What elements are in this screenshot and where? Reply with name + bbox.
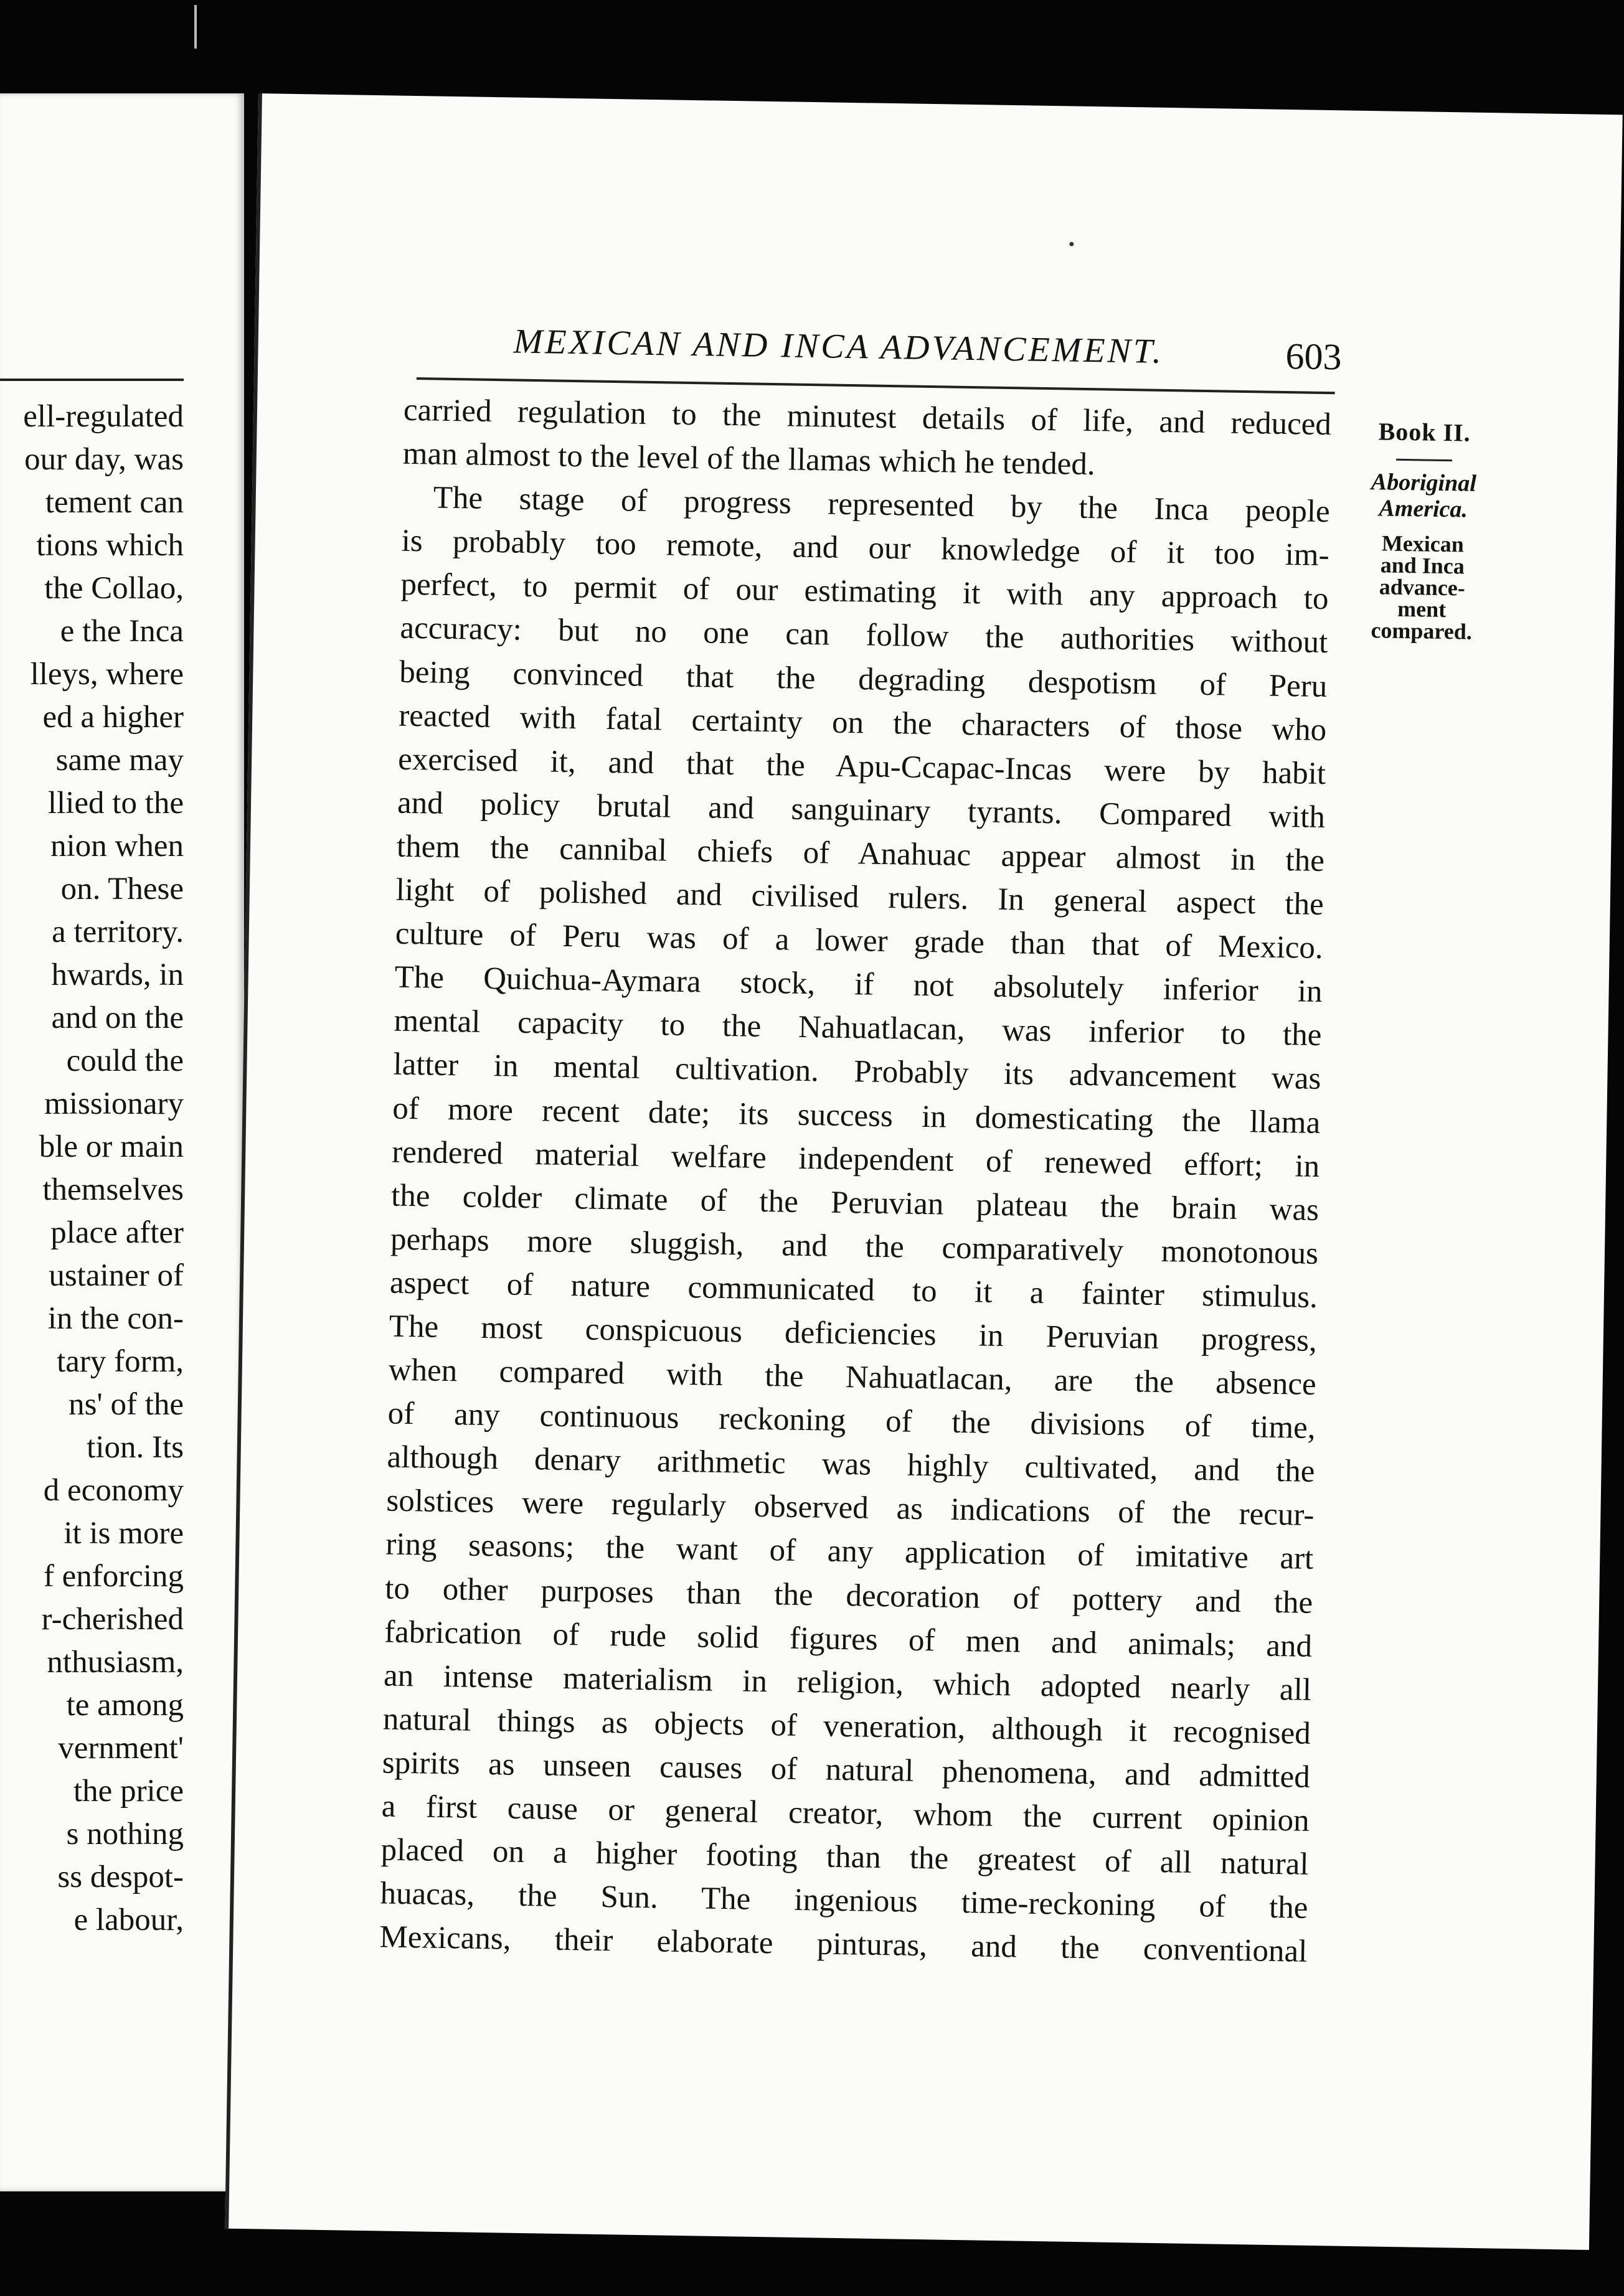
text-line: huacas, the Sun. The ingenious time-reckoning of the bbox=[380, 1876, 1308, 1926]
text-line: The most conspicuous deficiencies in Peruvian progress, bbox=[389, 1309, 1318, 1358]
text-line: placed on a higher footing than the greatest of all natural bbox=[380, 1832, 1309, 1882]
left-text-line: in the con- bbox=[47, 1301, 184, 1336]
text-line: The stage of progress represented by the Inca people bbox=[433, 480, 1331, 530]
text-line: latter in mental cultivation. Probably its advancement was bbox=[393, 1047, 1321, 1097]
text-line: culture of Peru was of a lower grade than that of Mexico. bbox=[395, 916, 1324, 966]
margin-note-section-line: Aboriginal bbox=[1371, 469, 1477, 497]
left-page bbox=[0, 93, 244, 2191]
left-text-line: tement can bbox=[45, 485, 184, 520]
margin-note-section-line: America. bbox=[1379, 495, 1468, 523]
text-line: accuracy: but no one can follow the authorities without bbox=[400, 611, 1328, 661]
text-line: ring seasons; the want of any application of imitative art bbox=[385, 1527, 1314, 1577]
text-line: Mexicans, their elaborate pinturas, and the conventional bbox=[379, 1919, 1308, 1970]
left-text-line: same may bbox=[55, 743, 184, 778]
margin-note-topic-line: advance- bbox=[1379, 574, 1466, 601]
left-text-line: ell-regulated bbox=[23, 399, 184, 434]
left-text-line: ns' of the bbox=[68, 1387, 184, 1422]
text-line: the colder climate of the Peruvian plateau the brain was bbox=[390, 1178, 1320, 1228]
left-header-rule bbox=[0, 379, 184, 381]
margin-note-topic-line: compared. bbox=[1371, 618, 1473, 644]
text-line: carried regulation to the minutest details of life, and reduced bbox=[403, 392, 1332, 443]
left-text-line: tions which bbox=[36, 528, 184, 563]
left-text-line: r-cherished bbox=[41, 1602, 184, 1637]
left-text-line: vernment' bbox=[58, 1731, 184, 1766]
text-line: The Quichua-Aymara stock, if not absolutely inferior in bbox=[394, 959, 1323, 1010]
left-text-line: the price bbox=[73, 1774, 184, 1809]
text-line: fabrication of rude solid figures of men and animals; and bbox=[384, 1614, 1313, 1664]
text-line: and policy brutal and sanguinary tyrants. Compared with bbox=[397, 785, 1326, 835]
left-text-line: s nothing bbox=[66, 1817, 184, 1851]
left-text-line: could the bbox=[66, 1043, 184, 1078]
text-line: when compared with the Nahuatlacan, are the absence bbox=[388, 1352, 1317, 1402]
margin-note-topic-line: ment bbox=[1397, 596, 1447, 623]
margin-note-topic-line: Mexican bbox=[1381, 530, 1465, 557]
text-line: natural things as objects of veneration, although it recognised bbox=[382, 1701, 1311, 1751]
body-text bbox=[379, 388, 1331, 1974]
text-line: them the cannibal chiefs of Anahuac appear almost in the bbox=[396, 829, 1325, 878]
left-text-line: themselves bbox=[42, 1172, 184, 1207]
margin-note-topic bbox=[1349, 532, 1494, 644]
left-text-line: tion. Its bbox=[87, 1430, 184, 1465]
text-line: mental capacity to the Nahuatlacan, was inferior to the bbox=[394, 1003, 1322, 1053]
left-text-line: and on the bbox=[51, 1000, 184, 1035]
text-line: of any continuous reckoning of the divisions of time, bbox=[387, 1396, 1316, 1446]
running-head: MEXICAN AND INCA ADVANCEMENT. bbox=[513, 322, 1164, 371]
left-text-line: te among bbox=[66, 1688, 184, 1723]
left-text-line: d economy bbox=[43, 1473, 184, 1508]
text-line: a first cause or general creator, whom the current opinion bbox=[381, 1789, 1310, 1838]
left-text-line: e the Inca bbox=[60, 614, 184, 649]
left-text-line: the Collao, bbox=[44, 571, 184, 606]
text-line: exercised it, and that the Apu-Ccapac-Incas were by habit bbox=[397, 741, 1326, 791]
text-line: being convinced that the degrading despotism of Peru bbox=[399, 654, 1328, 704]
left-text-line: on. These bbox=[60, 872, 184, 906]
right-page bbox=[225, 93, 1623, 2250]
text-line: although denary arithmetic was highly cultivated, and the bbox=[387, 1439, 1315, 1490]
text-line: is probably too remote, and our knowledge of it too im- bbox=[401, 523, 1329, 573]
left-page-text bbox=[0, 395, 184, 1942]
text-line: of more recent date; its success in domesticating the llama bbox=[392, 1091, 1321, 1141]
left-text-line: a territory. bbox=[52, 915, 184, 949]
scan-edge-mark bbox=[194, 5, 197, 49]
left-text-line: f enforcing bbox=[43, 1559, 184, 1594]
margin-note-topic-line: and Inca bbox=[1380, 552, 1465, 579]
left-text-line: nion when bbox=[50, 829, 184, 863]
left-text-line: ss despot- bbox=[57, 1860, 184, 1894]
text-line: to other purposes than the decoration of pottery and the bbox=[384, 1571, 1313, 1621]
left-text-line: tary form, bbox=[57, 1344, 184, 1379]
left-text-line: e labour, bbox=[73, 1903, 184, 1937]
left-text-line: it is more bbox=[64, 1516, 184, 1551]
margin-note-rule bbox=[1396, 459, 1452, 461]
dust-speck bbox=[1069, 242, 1074, 246]
text-line: light of polished and civilised rulers. In general aspect the bbox=[395, 872, 1324, 923]
text-line: spirits as unseen causes of natural phenomena, and admitted bbox=[382, 1745, 1311, 1795]
text-line: man almost to the level of the llamas which he tended. bbox=[402, 436, 1096, 482]
text-line: solstices were regularly observed as indications of the recur- bbox=[386, 1483, 1315, 1533]
text-line: perfect, to permit of our estimating it with any approach to bbox=[400, 567, 1329, 617]
margin-note bbox=[1349, 416, 1496, 644]
text-line: rendered material welfare independent of renewed effort; in bbox=[391, 1134, 1320, 1184]
left-text-line: nthusiasm, bbox=[47, 1645, 184, 1680]
text-line: an intense materialism in religion, which adopted nearly all bbox=[383, 1658, 1312, 1708]
left-text-line: ed a higher bbox=[42, 700, 184, 735]
left-text-line: lleys, where bbox=[30, 657, 184, 692]
left-text-line: hwards, in bbox=[51, 957, 184, 992]
left-text-line: llied to the bbox=[47, 786, 184, 821]
left-text-line: ustainer of bbox=[49, 1258, 184, 1293]
left-text-line: missionary bbox=[44, 1086, 184, 1121]
margin-note-section bbox=[1351, 469, 1495, 524]
text-line: perhaps more sluggish, and the comparatively monotonous bbox=[390, 1221, 1319, 1271]
text-line: reacted with fatal certainty on the characters of those who bbox=[398, 698, 1327, 748]
left-text-line: our day, was bbox=[24, 442, 184, 477]
text-line: aspect of nature communicated to it a fainter stimulus. bbox=[389, 1265, 1318, 1315]
page-number: 603 bbox=[1285, 335, 1343, 378]
left-text-line: ble or main bbox=[39, 1129, 184, 1164]
margin-note-book: Book II. bbox=[1378, 417, 1471, 447]
left-text-line: place after bbox=[50, 1215, 184, 1250]
